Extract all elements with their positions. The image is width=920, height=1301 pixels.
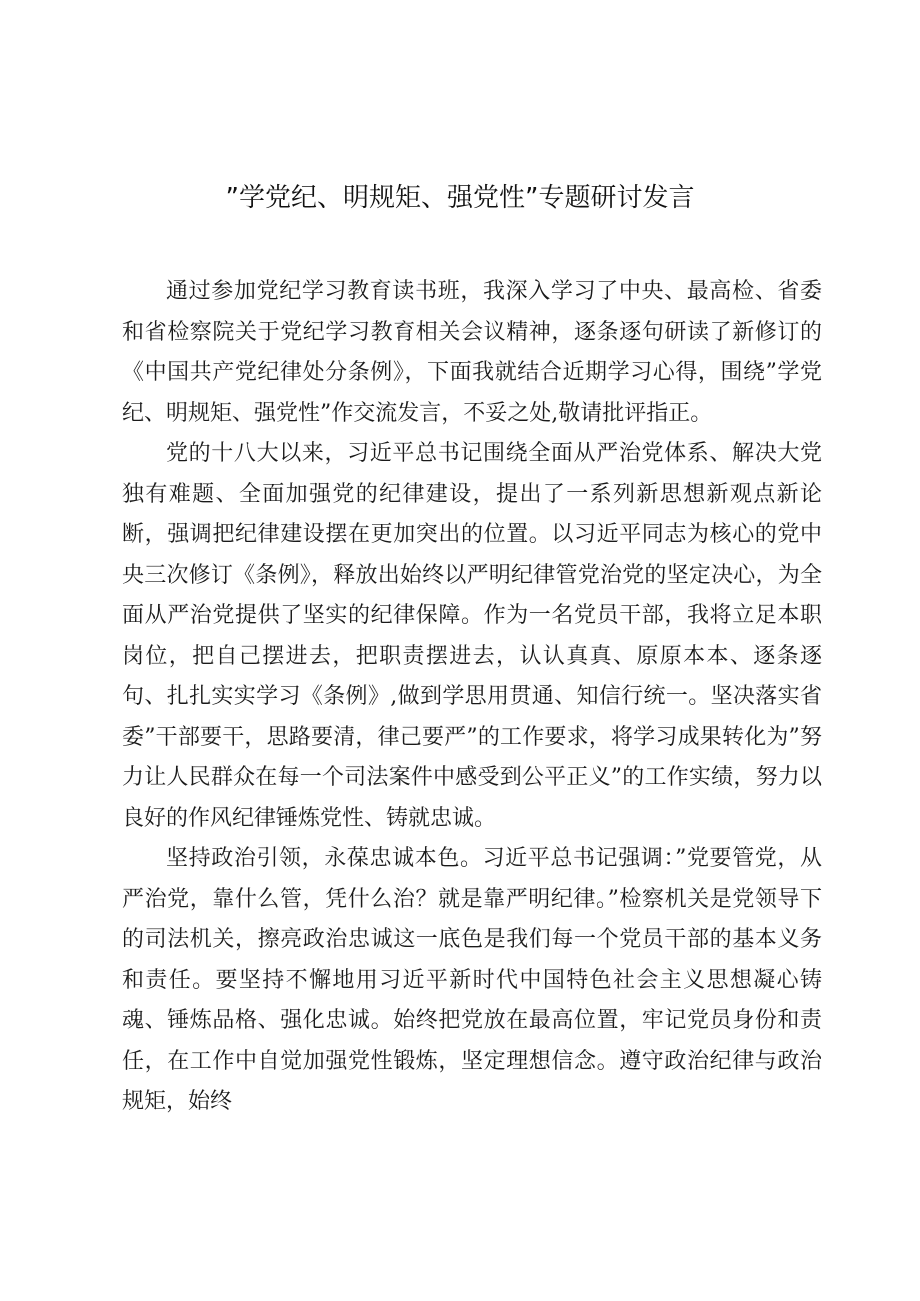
document-title: ”学党纪、明规矩、强党性”专题研讨发言 (225, 183, 695, 213)
paragraph-intro: 通过参加党纪学习教育读书班，我深入学习了中央、最高检、省委和省检察院关于党纪学习教育相关会议精神，逐条逐句研读了新修订的《中国共产党纪律处分条例》，下面我就结合近期学习心得，围绕”学党纪、明规矩、强党性”作交流发言，不妥之处,敬请批评指正。 (122, 279, 822, 426)
document-body (122, 272, 822, 1123)
paragraph-political-guidance: 坚持政治引领，永葆忠诚本色。习近平总书记强调：”党要管党，从严治党，靠什么管，凭什么治？就是靠严明纪律。”检察机关是党领导下的司法机关，擦亮政治忠诚这一底色是我们每一个党员干部的基本义务和责任。要坚持不懈地用习近平新时代中国特色社会主义思想凝心铸魂、锤炼品格、强化忠诚。始终把党放在最高位置，牢记党员身份和责任，在工作中自觉加强党性锻炼，坚定理想信念。遵守政治纪律与政治规矩，始终 (122, 846, 822, 1114)
paragraph-background: 党的十八大以来，习近平总书记围绕全面从严治党体系、解决大党独有难题、全面加强党的纪律建设，提出了一系列新思想新观点新论断，强调把纪律建设摆在更加突出的位置。以习近平同志为核心的党中央三次修订《条例》，释放出始终以严明纪律管党治党的坚定决心，为全面从严治党提供了坚实的纪律保障。作为一名党员干部，我将立足本职岗位，把自己摆进去，把职责摆进去，认认真真、原原本本、逐条逐句、扎扎实实学习《条例》,做到学思用贯通、知信行统一。坚决落实省委”干部要干，思路要清，律己要严”的工作要求，将学习成果转化为”努力让人民群众在每一个司法案件中感受到公平正义”的工作实绩，努力以良好的作风纪律锤炼党性、铸就忠诚。 (122, 441, 822, 831)
